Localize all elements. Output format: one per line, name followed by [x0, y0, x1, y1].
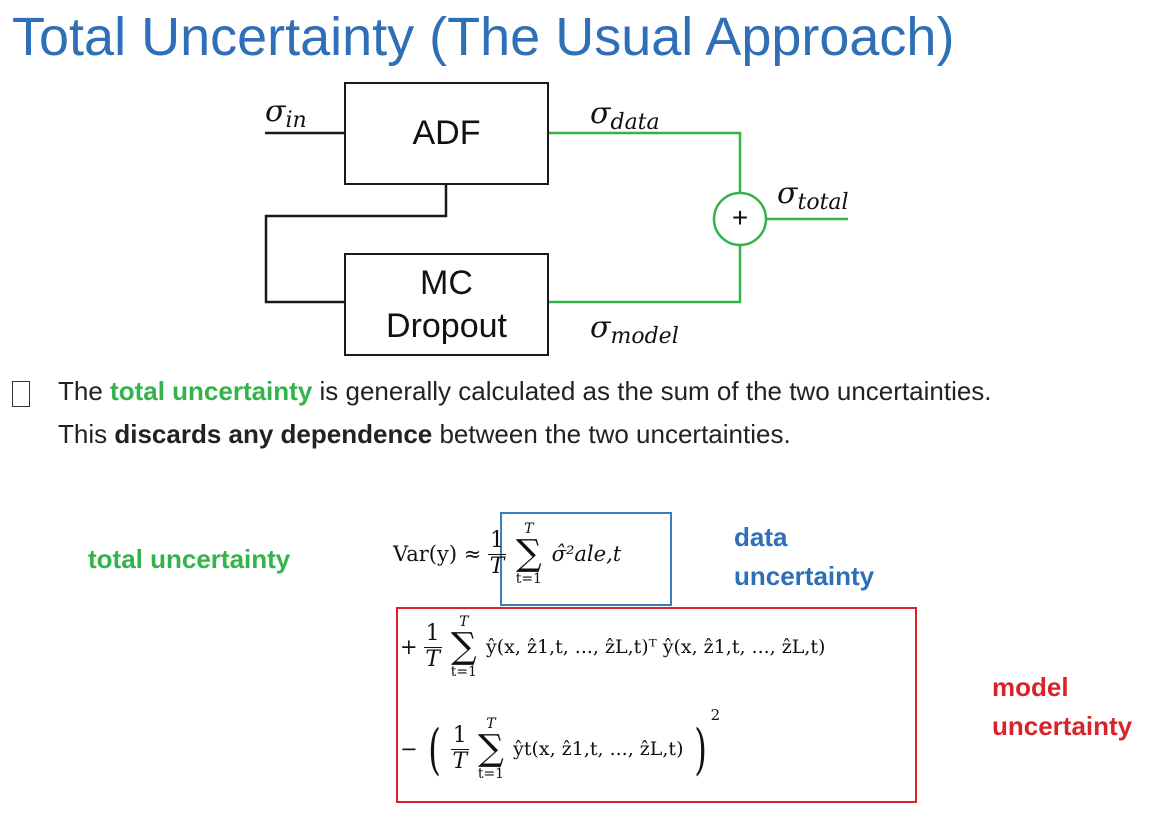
mc-dropout-box [344, 253, 549, 356]
fraction-1-over-T: $\frac{1}{T}$ [489, 528, 505, 579]
equation-line-3: − ( $\frac{1}{T}$ T ∑ t=1 ŷt(x, ẑ1,t, ..., ẑL,t) )$^2$ [400, 706, 721, 782]
square-exponent: 2 [710, 706, 721, 724]
model-term-2: ŷt(x, ẑ1,t, ..., ẑL,t) [513, 738, 684, 760]
adf-box [344, 82, 549, 185]
page-title: Total Uncertainty (The Usual Approach) [12, 7, 955, 67]
equation-line-1 [393, 522, 621, 586]
sum-symbol: T ∑ t=1 [477, 716, 505, 782]
fraction-1-over-T: $\frac{1}{T}$ [425, 621, 440, 672]
sum-symbol: T ∑ t=1 [515, 521, 542, 587]
bullet-checkbox-icon [12, 381, 30, 407]
sigma-in-label: $\sigma_{in}$ [265, 94, 307, 133]
plus-symbol: + [731, 202, 749, 233]
sigma-total-label: $\sigma_{total}$ [777, 176, 849, 215]
data-uncertainty-label: data uncertainty [734, 522, 875, 591]
data-wire [547, 133, 740, 193]
fraction-1-over-T: $\frac{1}{T}$ [452, 723, 468, 774]
dropout-label: Dropout [386, 306, 507, 345]
bullet-line-2: This discards any dependence between the two uncertainties. [58, 419, 791, 449]
model-uncertainty-label: model uncertainty [992, 672, 1133, 741]
model-term-1: ŷ(x, ẑ1,t, ..., ẑL,t)ᵀ ŷ(x, ẑ1,t, ..., ẑL,t) [486, 636, 826, 658]
adf-label: ADF [412, 114, 481, 153]
sigma-model-label: $\sigma_{model}$ [590, 310, 679, 349]
var-lhs: Var(y) ≈ [393, 542, 482, 566]
total-uncertainty-label: total uncertainty [88, 544, 291, 574]
equation-line-2: + $\frac{1}{T}$ T ∑ t=1 ŷ(x, ẑ1,t, ..., ẑL,t)ᵀ ŷ(x, ẑ1,t, ..., ẑL,t) [400, 614, 826, 680]
mc-label: MC [420, 264, 473, 302]
sum-symbol: T ∑ t=1 [450, 614, 477, 680]
discards-dependence-bold: discards any dependence [114, 419, 433, 449]
sigma-data-label: $\sigma_{data}$ [590, 96, 660, 135]
bullet-line-1: The total uncertainty is generally calculated as the sum of the two uncertainties. [58, 376, 992, 406]
data-term: σ̂²ale,t [551, 542, 622, 566]
total-uncertainty-highlight: total uncertainty [110, 376, 313, 406]
model-wire [547, 245, 740, 302]
